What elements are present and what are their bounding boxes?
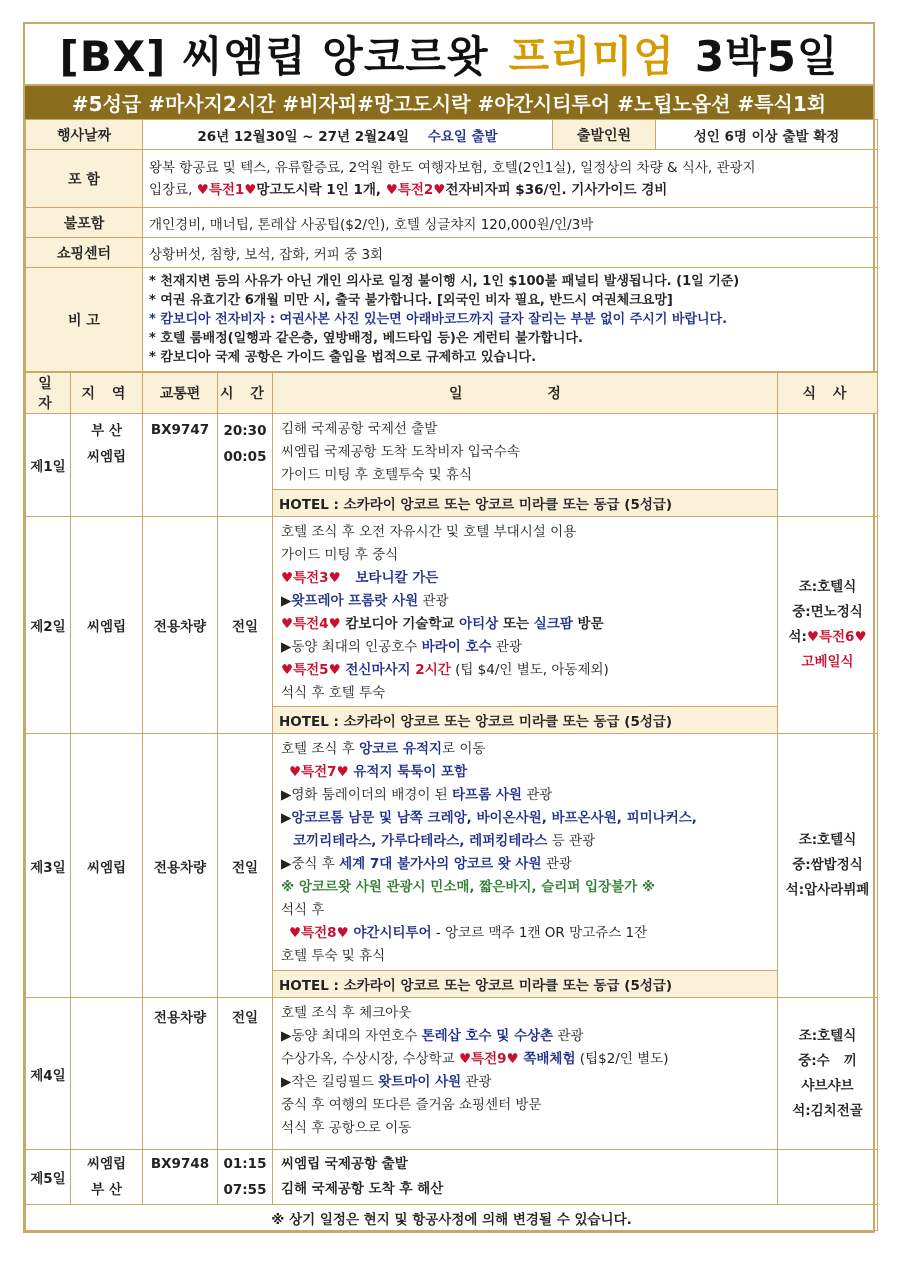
schedule-line: 호텔 조식 후 체크아웃 <box>281 1005 412 1021</box>
schedule-header <box>26 373 878 414</box>
shopping-label: 쇼핑센터 <box>26 238 143 268</box>
day1-schedule <box>273 414 778 490</box>
day2-region: 씨엠립 <box>71 517 143 734</box>
text: 전신마사지 <box>340 662 416 678</box>
schedule-line: 씨엠립 국제공항 출발 <box>281 1156 408 1172</box>
title-duration: 3박5일 <box>694 32 839 81</box>
schedule-line <box>281 1025 769 1048</box>
day2-schedule <box>273 517 778 707</box>
day1-time-depart: 20:30 <box>223 423 267 439</box>
include-text-b: 망고도시락 1인 1개, <box>256 181 386 198</box>
day5-region-from: 씨엠립 <box>86 1156 127 1172</box>
schedule-line <box>281 830 769 853</box>
spot-name: 보타니칼 가든 <box>355 570 439 586</box>
text: ▶작은 킬링필드 <box>281 1074 379 1090</box>
text: 로 이동 <box>442 741 486 757</box>
header-meal: 식 사 <box>778 373 878 414</box>
day3-hotel: HOTEL : 소카라이 앙코르 또는 앙코르 미라클 또는 동급 (5성급) <box>273 971 778 998</box>
itinerary-sheet <box>23 22 875 1233</box>
day5-time <box>218 1150 273 1205</box>
day4-region <box>71 998 143 1150</box>
header-transport: 교통편 <box>143 373 218 414</box>
text: 관광 <box>541 856 572 872</box>
arrow-icon: ▶ <box>281 810 292 826</box>
day2-label: 제2일 <box>26 517 71 734</box>
day4-row <box>26 998 878 1150</box>
text: 석: <box>788 629 807 645</box>
spot-name: 실크팜 <box>533 616 573 632</box>
special-5-badge: ♥특전5♥ <box>281 662 341 678</box>
text: 캄보디아 기술학교 <box>340 616 460 632</box>
text: 관광 <box>491 639 522 655</box>
massage-duration: 2시간 <box>415 662 451 678</box>
date-weekday: 수요일 출발 <box>427 128 498 145</box>
schedule-line: 석식 후 호텔 투숙 <box>281 685 386 701</box>
include-text-c: 전자비자피 $36/인. 기사가이드 경비 <box>445 181 668 198</box>
schedule-line <box>281 738 769 761</box>
date-row <box>26 120 878 150</box>
notes-list <box>143 268 878 372</box>
depart-label: 출발인원 <box>553 120 656 150</box>
text: ▶동양 최대의 자연호수 <box>281 1028 422 1044</box>
schedule-line <box>281 1071 769 1094</box>
special-9-badge: ♥특전9♥ <box>458 1051 519 1067</box>
day2-meal <box>778 517 878 734</box>
include-text-a: 입장료, <box>149 181 197 198</box>
day2-time: 전일 <box>218 517 273 734</box>
shopping-row <box>26 238 878 268</box>
day5-region-to: 부 산 <box>91 1182 122 1198</box>
meal-dinner <box>778 625 877 650</box>
schedule-line <box>281 590 769 613</box>
day5-region <box>71 1150 143 1205</box>
schedule-line <box>281 922 769 945</box>
spot-name: 톤레삽 호수 및 수상촌 <box>421 1028 554 1044</box>
schedule-line <box>281 807 769 830</box>
date-label: 행사날짜 <box>26 120 143 150</box>
text: 관광 <box>418 593 449 609</box>
notes-row <box>26 268 878 372</box>
special-4-badge: ♥특전4♥ <box>281 616 341 632</box>
text: 호텔 조식 후 <box>281 741 360 757</box>
text: ▶동양 최대의 인공호수 <box>281 639 422 655</box>
meal-lunch: 중:면노정식 <box>792 604 863 620</box>
shopping-value: 상황버섯, 침향, 보석, 잡화, 커피 중 3회 <box>143 238 878 268</box>
day1-time-arrive: 00:05 <box>223 449 267 465</box>
day1-time <box>218 414 273 517</box>
day3-row <box>26 734 878 971</box>
text: 방문 <box>572 616 604 632</box>
spot-name: 왓프레아 프롬랏 사원 <box>291 593 419 609</box>
schedule-line: 가이드 미팅 후 호텔투숙 및 휴식 <box>281 467 472 483</box>
note-item: * 캄보디아 전자비자 : 여권사본 사진 있는면 아래바코드까지 글자 잘리는 부분 없이 주시기 바랍니다. <box>149 312 728 327</box>
note-item: * 캄보디아 국제 공항은 가이드 출입을 법적으로 규제하고 있습니다. <box>149 350 537 365</box>
spot-name: 앙코르 유적지 <box>359 741 443 757</box>
text: 수상가옥, 수상시장, 수상학교 <box>281 1051 459 1067</box>
note-item: * 천재지변 등의 사유가 아닌 개인 의사로 일정 불이행 시, 1인 $100불 패널티 발생됩니다. (1일 기준) <box>149 274 740 289</box>
spot-name: 바라이 호수 <box>421 639 492 655</box>
day5-label: 제5일 <box>26 1150 71 1205</box>
meal-dinner: 석:김치전골 <box>792 1102 863 1119</box>
include-line-2 <box>149 179 871 201</box>
special-8-badge: ♥특전8♥ <box>289 925 349 941</box>
schedule-line: 가이드 미팅 후 중식 <box>281 547 399 563</box>
special-3-badge: ♥특전3♥ <box>281 570 341 586</box>
meal-lunch: 중:수 끼 <box>798 1052 857 1069</box>
depart-value: 성인 6명 이상 출발 확정 <box>656 120 878 150</box>
header-time: 시 간 <box>218 373 273 414</box>
day4-time: 전일 <box>218 998 273 1150</box>
include-value <box>143 150 878 208</box>
schedule-table <box>25 372 878 1231</box>
spot-name: 유적지 툭툭이 포함 <box>348 764 468 780</box>
day3-transport: 전용차량 <box>143 734 218 998</box>
schedule-line: 호텔 투숙 및 휴식 <box>281 948 386 964</box>
special-6-badge: ♥특전6♥ <box>806 629 867 645</box>
notes-label: 비 고 <box>26 268 143 372</box>
day4-label: 제4일 <box>26 998 71 1150</box>
schedule-line <box>281 853 769 876</box>
day4-transport: 전용차량 <box>143 998 218 1150</box>
note-item: * 호텔 룸배정(일행과 같은층, 옆방배정, 베드타입 등)은 게런티 불가합니다. <box>149 331 583 346</box>
day5-schedule <box>273 1150 778 1205</box>
day1-label: 제1일 <box>26 414 71 517</box>
meal-lunch: 중:쌈밥정식 <box>792 857 863 873</box>
spot-name: 세계 7대 불가사의 앙코르 왓 사원 <box>339 856 542 872</box>
schedule-line: 중식 후 여행의 또다른 즐거움 쇼핑센터 방문 <box>281 1097 542 1113</box>
spot-name: 야간시티투어 <box>348 925 432 941</box>
day5-time-arrive: 07:55 <box>223 1182 267 1198</box>
day4-meal <box>778 998 878 1150</box>
meal-lunch-name: 샤브샤브 <box>801 1077 854 1094</box>
title-main: [BX] 씨엠립 앙코르왓 <box>59 32 489 81</box>
day5-time-depart: 01:15 <box>223 1156 267 1172</box>
day1-region-to: 씨엠립 <box>86 449 127 465</box>
hashtag-banner: #5성급 #마사지2시간 #비자피#망고도시락 #야간시티투어 #노팁노옵션 #특식1회 <box>25 86 873 119</box>
day1-region-from: 부 산 <box>91 423 122 439</box>
text: 관광 <box>553 1028 584 1044</box>
arrow-icon: ▶ <box>281 593 292 609</box>
schedule-line <box>281 659 769 682</box>
special-7-badge: ♥특전7♥ <box>289 764 349 780</box>
text: (팁 $4/인 별도, 아동제외) <box>450 662 609 678</box>
schedule-line: 호텔 조식 후 오전 자유시간 및 호텔 부대시설 이용 <box>281 524 577 540</box>
include-line-1: 왕복 항공료 및 텍스, 유류할증료, 2억원 한도 여행자보험, 호텔(2인1실), 일정상의 차량 & 식사, 관광지 <box>149 159 756 176</box>
meal-breakfast: 조:호텔식 <box>798 1027 857 1044</box>
schedule-line: 씨엠립 국제공항 도착 도착비자 입국수속 <box>281 444 520 460</box>
note-item: * 여권 유효기간 6개월 미만 시, 출국 불가합니다. [외국인 비자 필요, 반드시 여권체크요망] <box>149 293 673 308</box>
text: (팁$2/인 별도) <box>575 1051 669 1067</box>
dress-code-warning: ※ 앙코르왓 사원 관광시 민소매, 짧은바지, 슬리퍼 입장불가 ※ <box>281 879 656 895</box>
header-day: 일 자 <box>26 373 71 414</box>
day2-row <box>26 517 878 707</box>
special-2-badge: ♥특전2♥ <box>385 181 446 198</box>
text: ▶중식 후 <box>281 856 340 872</box>
spot-name: 타프롬 사원 <box>452 787 522 803</box>
title-premium: 프리미엄 <box>508 32 675 81</box>
footer-row <box>26 1205 878 1231</box>
day3-time: 전일 <box>218 734 273 998</box>
schedule-line: 석식 후 공항으로 이동 <box>281 1120 412 1136</box>
schedule-line <box>281 613 769 636</box>
day3-region: 씨엠립 <box>71 734 143 998</box>
exclude-label: 불포함 <box>26 208 143 238</box>
day1-transport: BX9747 <box>143 414 218 517</box>
date-value <box>143 120 553 150</box>
text: 등 관광 <box>547 833 596 849</box>
include-row <box>26 150 878 208</box>
day5-row <box>26 1150 878 1205</box>
exclude-value: 개인경비, 매너팁, 톤레삽 사공팁($2/인), 호텔 싱글챠지 120,000원/인/3박 <box>143 208 878 238</box>
schedule-line <box>281 636 769 659</box>
day1-region <box>71 414 143 517</box>
day1-hotel: HOTEL : 소카라이 앙코르 또는 앙코르 미라클 또는 동급 (5성급) <box>273 490 778 517</box>
schedule-line <box>281 567 769 590</box>
exclude-row <box>26 208 878 238</box>
schedule-line: 석식 후 <box>281 902 325 918</box>
meal-breakfast: 조:호텔식 <box>798 579 857 595</box>
spot-name: 왓트마이 사원 <box>378 1074 462 1090</box>
day3-label: 제3일 <box>26 734 71 998</box>
text: 관광 <box>521 787 553 803</box>
day2-hotel: HOTEL : 소카라이 앙코르 또는 앙코르 미라클 또는 동급 (5성급) <box>273 707 778 734</box>
meal-breakfast: 조:호텔식 <box>798 832 857 848</box>
text: 또는 <box>498 616 534 632</box>
header-schedule: 일 정 <box>273 373 778 414</box>
schedule-line: 김해 국제공항 국제선 출발 <box>281 421 438 437</box>
special-1-badge: ♥특전1♥ <box>196 181 257 198</box>
spot-name: 쪽배체험 <box>518 1051 576 1067</box>
meal-dinner: 석:압사라뷔페 <box>785 882 870 898</box>
spot-name: 코끼리테라스, 가루다테라스, 레퍼킹테라스 <box>293 833 548 849</box>
schedule-line: 김해 국제공항 도착 후 해산 <box>281 1181 444 1197</box>
meal-dinner-name: 고베일식 <box>801 654 854 670</box>
header-region: 지 역 <box>71 373 143 414</box>
schedule-line <box>281 761 769 784</box>
day1-row <box>26 414 878 490</box>
date-range: 26년 12월30일 ~ 27년 2월24일 <box>197 128 410 145</box>
day5-meal <box>778 1150 878 1205</box>
page-title <box>25 24 873 86</box>
schedule-line <box>281 784 769 807</box>
footer-notice: ※ 상기 일정은 현지 및 항공사정에 의해 변경될 수 있습니다. <box>26 1205 878 1231</box>
text: 관광 <box>461 1074 492 1090</box>
include-label: 포 함 <box>26 150 143 208</box>
schedule-line <box>281 1048 769 1071</box>
day1-meal <box>778 414 878 517</box>
day4-schedule <box>273 998 778 1150</box>
day5-transport: BX9748 <box>143 1150 218 1205</box>
text: - 앙코르 맥주 1캔 OR 망고쥬스 1잔 <box>431 925 648 941</box>
day3-schedule <box>273 734 778 971</box>
day2-transport: 전용차량 <box>143 517 218 734</box>
spot-name: 앙코르톰 남문 및 남쪽 크레앙, 바이온사원, 바프온사원, 피미나커스, <box>291 810 697 826</box>
spot-name: 아티상 <box>459 616 499 632</box>
text: ▶영화 툼레이더의 배경이 된 <box>281 787 452 803</box>
day3-meal <box>778 734 878 998</box>
info-table <box>25 119 878 372</box>
